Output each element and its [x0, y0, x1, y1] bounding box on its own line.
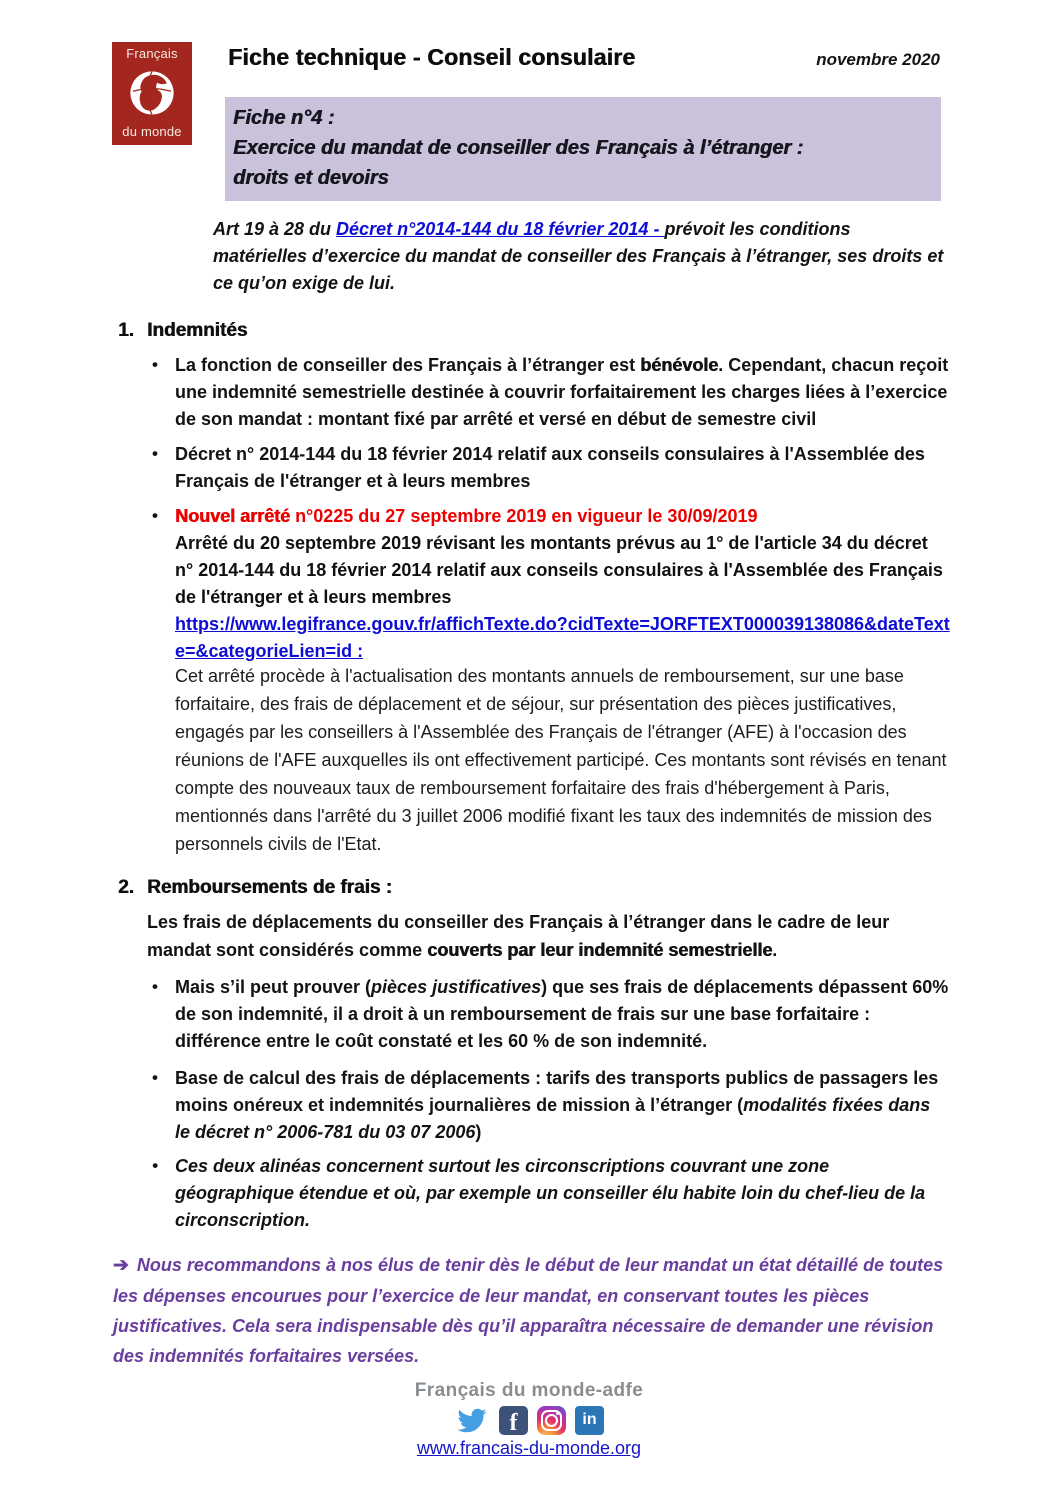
- bullet-text-post: ) que ses frais de déplacements dépassent 60% de son indemnité, il a droit à un remboursement de frais sur une base forfaitaire : différence entre le coût constaté et les 60 % de son indemnité.: [175, 977, 949, 1051]
- footer-org-name: Français du monde-adfe: [414, 1380, 644, 1401]
- fiche-subject-line: Exercice du mandat de conseiller des Français à l’étranger :: [233, 137, 804, 159]
- bullet-marker: •: [152, 977, 158, 996]
- bullet-text-italic: pièces justificatives: [371, 977, 542, 997]
- nouvel-arrete-rest: n°0225 du 27 septembre 2019 en vigueur le 30/09/2019: [290, 506, 758, 526]
- globe-icon: [126, 67, 178, 119]
- facebook-icon[interactable]: [499, 1406, 528, 1435]
- nouvel-arrete-line: [175, 503, 950, 530]
- section-2-title: Remboursements de frais :: [147, 877, 392, 898]
- footer-website-link[interactable]: www.francais-du-monde.org: [416, 1438, 642, 1458]
- fiche-subject-line-2: droits et devoirs: [233, 167, 389, 189]
- bullet-text-pre: Mais s’il peut prouver (: [175, 977, 372, 997]
- section-1-heading: [118, 320, 247, 342]
- bullet-marker: •: [152, 1156, 158, 1175]
- bullet-text: Décret n° 2014-144 du 18 février 2014 relatif aux conseils consulaires à l'Assemblée des Français de l'étranger et à leurs membres: [175, 444, 925, 491]
- linkedin-icon[interactable]: [575, 1406, 604, 1435]
- bullet-text-bold: bénévole: [640, 355, 719, 375]
- intro-paragraph: [213, 216, 945, 297]
- camera-flash-dot: [556, 1412, 559, 1415]
- bullet-text-italic: modalités fixées dans le décret n° 2006-781 du 03 07 2006: [175, 1095, 931, 1142]
- bullet-marker: •: [152, 1068, 158, 1087]
- arrete-description: Arrêté du 20 septembre 2019 révisant les montants prévus au 1° de l'article 34 du décret n° 2014-144 du 18 février 2014 relatif aux conseils consulaires à l'Assemblée des Français de l'étranger et à leurs membres: [175, 533, 943, 607]
- bullet-nouvel-arrete: [150, 503, 950, 665]
- section-2-heading: [118, 877, 392, 899]
- twitter-icon[interactable]: [454, 1405, 490, 1435]
- bullet-text-pre: La fonction de conseiller des Français à l’étranger est: [175, 355, 641, 375]
- social-icons-row: [0, 1404, 1058, 1436]
- bullet-text: Ces deux alinéas concernent surtout les circonscriptions couvrant une zone géographique étendue et où, par exemple un conseiller élu habite loin du chef-lieu de la circonscription.: [175, 1156, 926, 1230]
- note-text: Nous recommandons à nos élus de tenir dès le début de leur mandat un état détaillé de toutes les dépenses encourues pour l’exercice de leur mandat, en conservant toutes les pièces justificatives. Cela sera indispensable dès qu’il apparaîtra nécessaire de demander une révision des indemnités forfaitaires versées.: [113, 1255, 944, 1366]
- bullet-marker: •: [152, 506, 158, 525]
- s2-intro-pre: Les frais de déplacements du conseiller des Français à l’étranger dans le cadre de leur mandat sont considérés comme: [147, 912, 890, 960]
- facebook-f-glyph: f: [509, 1410, 518, 1436]
- section-2-intro: [147, 908, 947, 964]
- bullet-alineas-circonscriptions: [150, 1153, 950, 1234]
- intro-text-prefix: Art 19 à 28 du: [213, 219, 337, 239]
- section-1-number: 1.: [118, 320, 134, 341]
- bullet-pieces-justificatives: [150, 974, 950, 1055]
- bullet-base-calcul: [150, 1065, 950, 1146]
- section-1-title: Indemnités: [147, 320, 248, 341]
- org-logo: [112, 42, 192, 145]
- bullet-text-pre: Base de calcul des frais de déplacements : tarifs des transports publics de passagers les moins onéreux et indemnités journalières de mission à l’étranger (: [175, 1068, 939, 1115]
- fiche-title-box: [225, 97, 941, 201]
- intro-text-suffix: prévoit les conditions matérielles d’exercice du mandat de conseiller des Français à l’étranger, ses droits et ce qu’on exige de lui.: [213, 219, 944, 293]
- bullet-decret-2014: [150, 441, 950, 495]
- logo-text-bottom: du monde: [122, 124, 182, 139]
- document-title: Fiche technique - Conseil consulaire: [228, 44, 636, 70]
- bullet-marker: •: [152, 444, 158, 463]
- decret-2014-link[interactable]: Décret n°2014-144 du 18 février 2014 -: [336, 219, 665, 239]
- linkedin-in-glyph: in: [582, 1411, 597, 1428]
- nouvel-arrete-label: Nouvel arrêté: [175, 506, 291, 526]
- arrow-icon: ➔: [113, 1255, 129, 1276]
- bullet-text-post: . Cependant, chacun reçoit une indemnité semestrielle destinée à couvrir forfaitairement les charges liées à l’exercice de son mandat : montant fixé par arrêté et versé en début de semestre civil: [175, 355, 949, 429]
- s2-intro-bold: couverts par leur indemnité semestrielle: [427, 940, 773, 960]
- bullet-text-post: ): [475, 1122, 482, 1142]
- legifrance-link[interactable]: https://www.legifrance.gouv.fr/affichTexte.do?cidTexte=JORFTEXT000039138086&dateTexte=&categorieLien=id :: [175, 614, 950, 661]
- section-2-number: 2.: [118, 877, 134, 898]
- recommendation-note: [113, 1250, 955, 1371]
- s2-intro-post: .: [772, 940, 778, 960]
- camera-lens: [545, 1414, 558, 1427]
- document-date: novembre 2020: [816, 50, 940, 69]
- arrete-detail-paragraph: Cet arrêté procède à l'actualisation des montants annuels de remboursement, sur une base forfaitaire, des frais de déplacement et de séjour, sur présentation des pièces justificatives, engagés par les conseillers à l'Assemblée des Français de l'étranger (AFE) à l'occasion des réunions de l'AFE auxquelles ils ont effectivement participé. Ces montants sont révisés en tenant compte des nouveaux taux de remboursement forfaitaire des frais d'hébergement à Paris, mentionnés dans l'arrêté du 3 juillet 2006 modifié fixant les taux des indemnités de mission des personnels civils de l'Etat.: [175, 666, 947, 854]
- logo-text-top: Français: [126, 46, 178, 61]
- fiche-number-line: Fiche n°4 :: [233, 107, 335, 129]
- bullet-fonction-benevole: [150, 352, 950, 433]
- instagram-icon[interactable]: [537, 1406, 566, 1435]
- bullet-marker: •: [152, 355, 158, 374]
